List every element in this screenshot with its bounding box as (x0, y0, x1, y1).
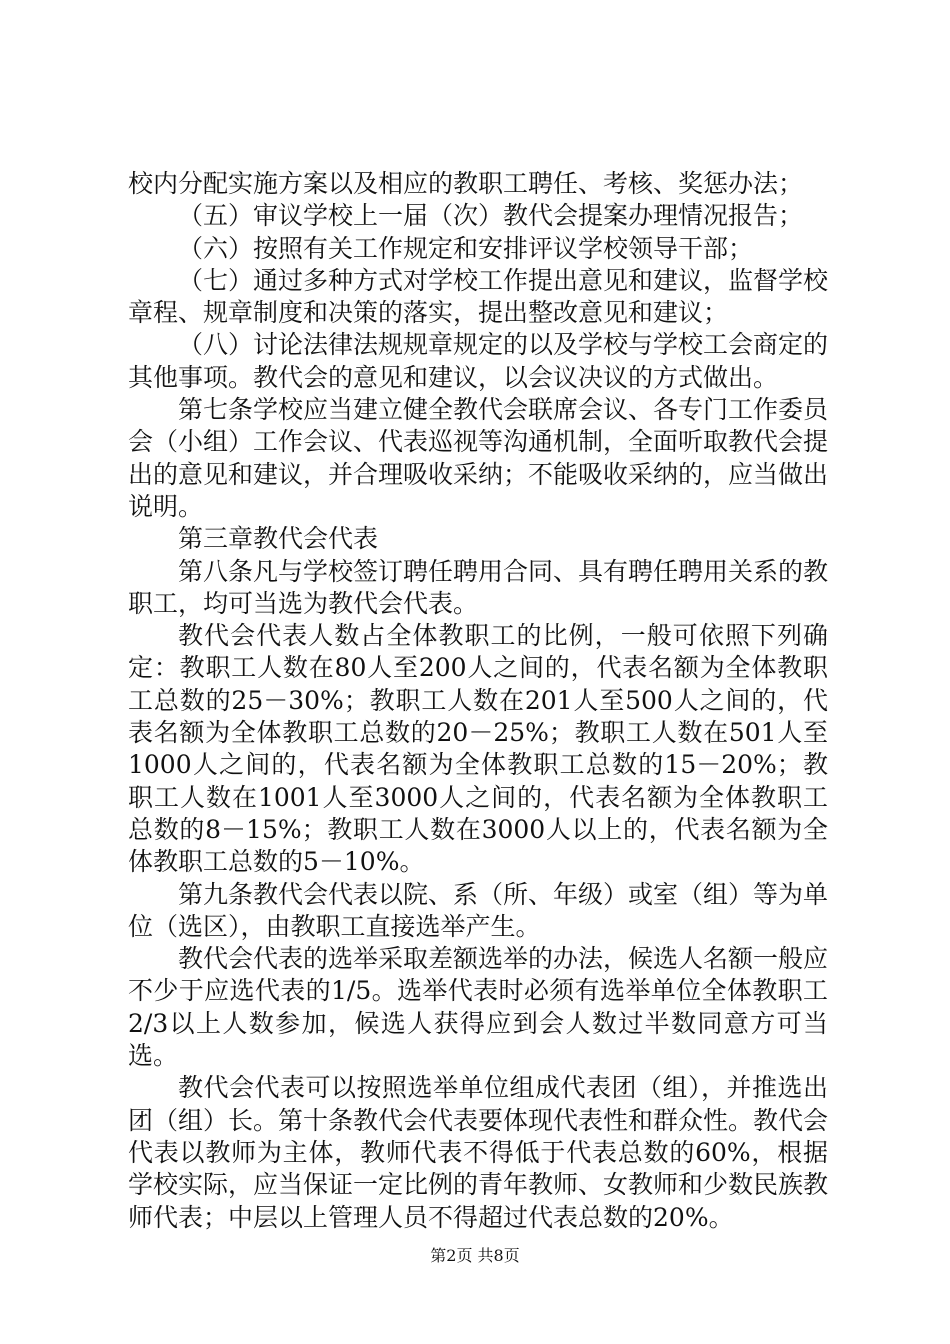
paragraph: 教代会代表人数占全体教职工的比例，一般可依照下列确定：教职工人数在80人至200人之间的，代表名额为全体教职工总数的25－30%；教职工人数在201人至500人之间的，代表名额为全体教职工总数的20－25%；教职工人数在501人至1000人之间的，代表名额为全体教职工总数的15－20%；教职工人数在1001人至3000人之间的，代表名额为全体教职工总数的8－15%；教职工人数在3000人以上的，代表名额为全体教职工总数的5－10%。 (128, 621, 828, 877)
paragraph: （八）讨论法律法规规章规定的以及学校与学校工会商定的其他事项。教代会的意见和建议，以会议决议的方式做出。 (128, 330, 829, 392)
document-body (128, 168, 828, 1234)
paragraph: 第八条凡与学校签订聘任聘用合同、具有聘任聘用关系的教职工，均可当选为教代会代表。 (128, 556, 829, 618)
paragraph: 校内分配实施方案以及相应的教职工聘任、考核、奖惩办法； (128, 169, 804, 198)
paragraph: （五）审议学校上一届（次）教代会提案办理情况报告； (178, 201, 804, 231)
paragraph: 第七条学校应当建立健全教代会联席会议、各专门工作委员会（小组）工作会议、代表巡视等沟通机制，全面听取教代会提出的意见和建议，并合理吸收采纳；不能吸收采纳的，应当做出说明。 (128, 395, 829, 521)
paragraph: （七）通过多种方式对学校工作提出意见和建议，监督学校章程、规章制度和决策的落实，提出整改意见和建议； (128, 265, 829, 328)
page-number-footer: 第2页 共8页 (430, 1246, 520, 1265)
chapter-heading: 第三章教代会代表 (178, 524, 379, 554)
paragraph: 教代会代表可以按照选举单位组成代表团（组），并推选出团（组）长。第十条教代会代表要体现代表性和群众性。教代会代表以教师为主体，教师代表不得低于代表总数的60%，根据学校实际，应当保证一定比例的青年教师、女教师和少数民族教师代表；中层以上管理人员不得超过代表总数的20%。 (128, 1073, 829, 1232)
paragraph: 第九条教代会代表以院、系（所、年级）或室（组）等为单位（选区），由教职工直接选举产生。 (128, 879, 829, 941)
paragraph: 教代会代表的选举采取差额选举的办法，候选人名额一般应不少于应选代表的1/5。选举代表时必须有选举单位全体教职工2/3以上人数参加，候选人获得应到会人数过半数同意方可当选。 (128, 944, 829, 1071)
paragraph: （六）按照有关工作规定和安排评议学校领导干部； (178, 233, 754, 263)
